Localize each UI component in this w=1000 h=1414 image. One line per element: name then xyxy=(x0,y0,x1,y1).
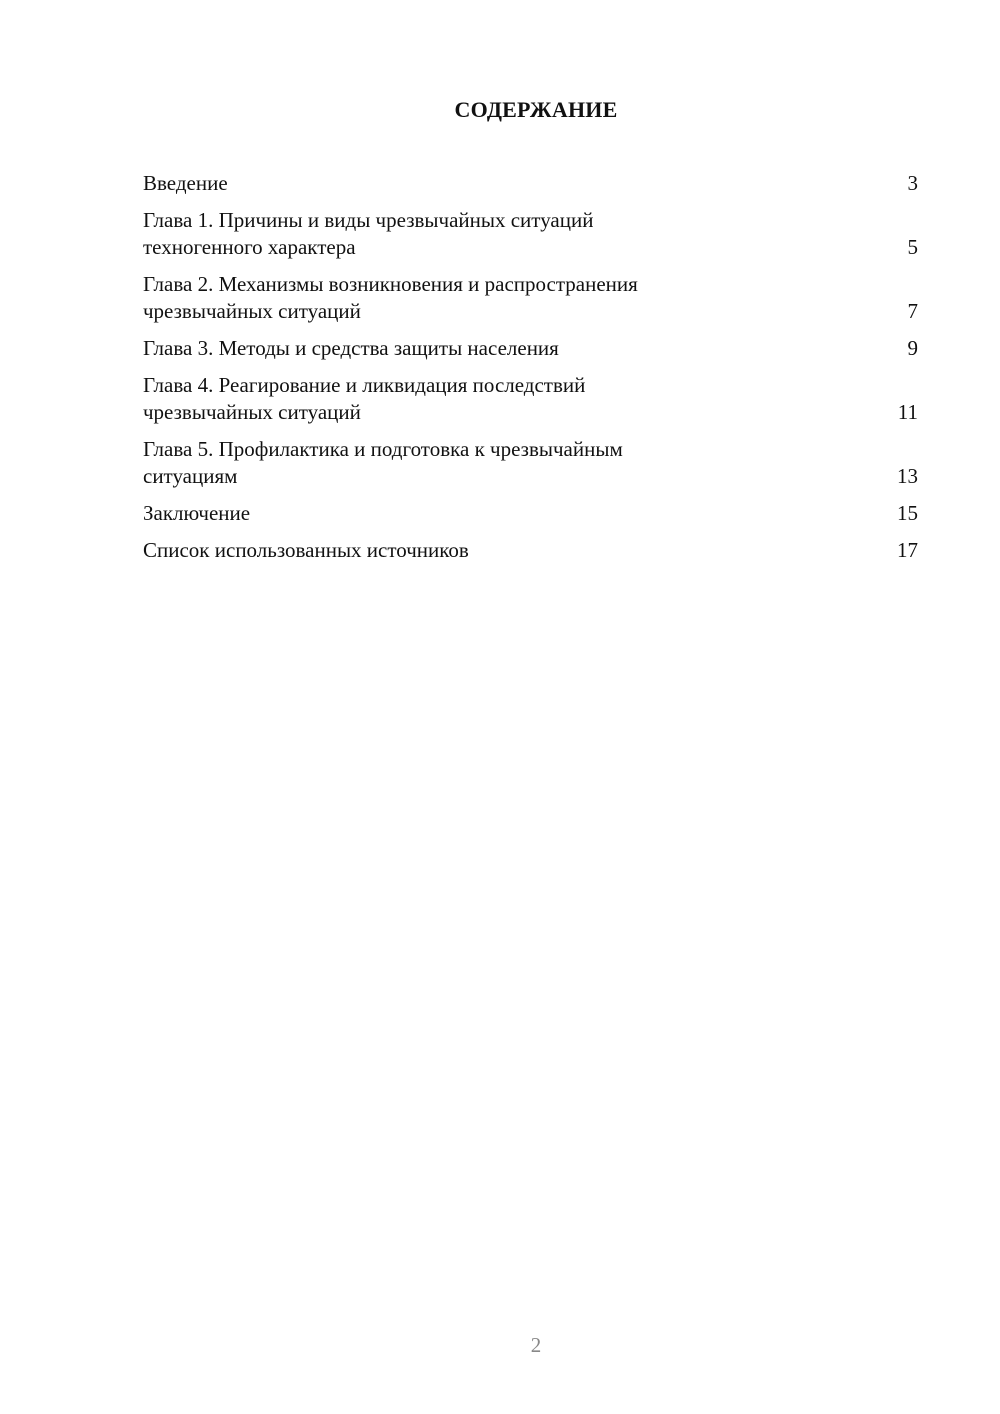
toc-entry-title xyxy=(143,207,763,261)
toc-entry xyxy=(143,207,918,261)
toc-entry-line: Глава 4. Реагирование и ликвидация последствий xyxy=(143,373,586,397)
toc-entry-line: Глава 1. Причины и виды чрезвычайных ситуаций xyxy=(143,208,594,232)
toc-entry-page: 9 xyxy=(907,336,918,360)
toc-entry-line: чрезвычайных ситуаций xyxy=(143,400,361,424)
toc-entry-line: ситуациям xyxy=(143,464,238,488)
toc-entry xyxy=(143,271,918,325)
page-title: СОДЕРЖАНИЕ xyxy=(454,97,618,122)
toc-entry-title xyxy=(143,271,763,325)
toc-entry xyxy=(143,537,918,564)
toc-entry xyxy=(143,372,918,426)
toc-entry-page: 15 xyxy=(897,501,918,525)
toc-entry-line: Заключение xyxy=(143,501,251,525)
toc-entry xyxy=(143,436,918,490)
toc-entry-title xyxy=(143,372,763,426)
toc-entry-line: техногенного характера xyxy=(143,235,356,259)
toc-entry-title xyxy=(143,500,763,527)
toc-entry-line: Введение xyxy=(143,171,228,195)
toc-entry xyxy=(143,335,918,362)
toc-entry-page: 7 xyxy=(907,299,918,323)
toc-entry-line: Глава 2. Механизмы возникновения и распространения xyxy=(143,272,638,296)
toc-entry-page: 11 xyxy=(897,400,918,424)
page-number: 2 xyxy=(530,1333,542,1357)
toc-entry xyxy=(143,500,918,527)
toc-entry-page: 13 xyxy=(897,464,918,488)
toc-entry-page: 17 xyxy=(897,538,918,562)
toc-entry-line: Глава 5. Профилактика и подготовка к чрезвычайным xyxy=(143,437,623,461)
toc-entry-line: Глава 3. Методы и средства защиты населения xyxy=(143,336,559,360)
toc-entry xyxy=(143,170,918,197)
toc-entry-page: 5 xyxy=(907,235,918,259)
toc-entry-title xyxy=(143,537,763,564)
toc-entry-line: чрезвычайных ситуаций xyxy=(143,299,361,323)
toc-entry-title xyxy=(143,436,763,490)
toc-entry-title xyxy=(143,335,763,362)
toc-entry-title xyxy=(143,170,763,197)
toc-entry-page: 3 xyxy=(907,171,918,195)
table-of-contents xyxy=(143,170,918,574)
toc-entry-line: Список использованных источников xyxy=(143,538,469,562)
